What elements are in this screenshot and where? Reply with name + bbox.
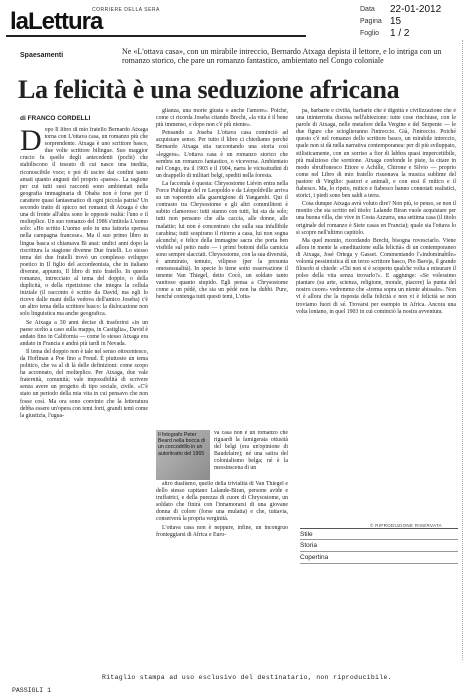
copyright-credit: © RIPRODUZIONE RISERVATA xyxy=(370,523,442,528)
paragraph: altro dualismo, quello della trivialità di Van Thiegel e dello stesso capitano Lalande-Biran, persone avide e truffatrici, e della purezza di cuore di Chrysostome, un soldato che finirà con l'innamorarsi di una giovane donna di colore (forse una mulatta) e che, tuttavia, conserverà la propria verginità. xyxy=(156,481,288,523)
headline: La felicità è una seduzione africana xyxy=(18,75,400,104)
masthead-logo: laLettura xyxy=(10,8,103,35)
section-label: Spaesamenti xyxy=(20,52,64,59)
paragraph: Pensando a Joseba L'ottava casa cominciò ad acquistare senso. Per tutto il libro ci chiediamo perché Bernardo Atxaga stia raccontando una storia così «leggera». L'ottava casa è un romanzo storico che sembra un romanzo fantastico, o viceversa. Ambientato nel Congo, tra il 1903 e il 1904, narra le vicissitudini di un drappello di militari belgi, spediti nella foresta. xyxy=(156,130,288,179)
paragraph xyxy=(20,127,148,319)
paragraph: Ma quel monito, ricordando Brecht, bisogna rovesciarlo. Viene allora in mente la «meditazione sulla felicità» di un contemporaneo di Atxaga, José Ortega y Gasset. Commentando l'«indominabile» volontà pessimistica di un terzo scrittore basco, Pio Baroja, il grande filosofo si chiede: «Chi non si è scoperto qualche volta a misurare il polso della vita senza trovarlo?». E aggiunge: «Se volessimo piantare (su arte, scienza, religione, morale, piacere) la punta del nostro cuore» vedremmo che «trema sopra un niente abissale». Non vi è allora che la risposta della felicità e non vi è felicità se non troviamo fuori di sé. Trovarsi per esempio in Africa. Ancora una volta lontano, in quel 1903 in cui cominciò la nostra avventura. xyxy=(296,237,456,315)
paragraph: Cosa dunque Atxaga avrà voluto dire? Non più, io penso, se non il monito che sta scritto nel titolo: Lalande Biran vuole acquistare per una buona villa, che vive in Costa Azzurra, una settima casa (il titolo originale del romanzo è Siete casas en Francia); quale sia l'ottava lo si scopre nell'ultimo capitolo. xyxy=(296,201,456,236)
meta-sheet-label: Foglio xyxy=(360,29,380,37)
paragraph: glianza, una morte giusta o anche l'amore». Poiché, come ci ricorda Joseba citando Brecht, «la vita è il bene più immenso, e dopo non c'è più niente». xyxy=(156,108,288,129)
masthead-tagline: CORRIERE DELLA SERA xyxy=(92,7,160,13)
paragraph: pa, barbarie e civiltà, barbarie che è dignità e civilizzazione che è una ininterrotta discesa nell'abiezione: tutte cose rinchiuse, con le parole di Atxaga, nelle metafore della Vergine e del Serpente — le due figure che scioglieranno l'intreccio. Già, l'intreccio. Poiché questo c'è nel romanzo dello scrittore basco, un mirabile intreccio, quale non si dà nella narrativa contemporanea: per di più sviluppato, stilisticamente, con un sorriso a fior di labbra quasi impercettibile, più malizioso che sornione. Atxaga confonde le piste, fa citare in modo sbruffonesco Ettore e Achille, Chirone e Silvio — proprio come nel Libro di mio fratello risuonava la musica sublime del pastore di Virgilio: pastori e animali, e con essi il mitico e il fiabesco. Ma, lo ripeto, mitico e fiabesco hanno connotati realistici, storici, i piedi sono ben saldi a terra. xyxy=(296,108,456,200)
rating-row-label: Storia xyxy=(300,542,317,549)
photo-wrap-text: va casa non è un romanzo che riguardi la famigerata ottusità del belgi (era un'opinione di Baudelaire); né una satira del colonialismo belga; né è la messinscena di un xyxy=(214,430,288,472)
rating-row-label: Copertina xyxy=(300,554,329,561)
masthead-rule xyxy=(6,35,306,37)
meta-sheet-value: 1 / 2 xyxy=(390,27,410,39)
paragraph: L'ottava casa non è neppure, infine, un incongruo fronteggiarsi di Africa e Euro- xyxy=(156,524,288,538)
clipping-meta xyxy=(360,3,464,39)
cut-edge xyxy=(462,40,463,660)
article-column-3 xyxy=(296,108,456,522)
rating-table xyxy=(300,528,458,564)
article-column-1 xyxy=(20,127,148,669)
meta-page-value: 15 xyxy=(390,15,402,27)
meta-page-label: Pagina xyxy=(360,17,382,25)
paragraph: Se Atxaga a 30 anni decise di trasferirsi «in un paese scelto a caso sulla mappa, in Castiglia», David è andato fino in California — come lo stesso Atxaga era andato in Francia e andrà più tardi in Nevada. xyxy=(20,319,148,347)
clipping-disclaimer: Ritaglio stampa ad uso esclusivo del destinatario, non riproducibile. xyxy=(102,674,392,681)
rating-row-stile xyxy=(300,528,458,540)
clipping-code: PASSIGLI 1 xyxy=(12,687,52,694)
meta-sheet-row xyxy=(360,27,464,39)
meta-page-row xyxy=(360,15,464,27)
article-column-2-lower xyxy=(156,481,288,669)
rating-row-label: Stile xyxy=(300,531,313,538)
meta-date-value: 22-01-2012 xyxy=(390,3,442,15)
photo-caption: Il fotografo Peter Beard nella bocca di un coccodrillo in un autoritratto del 1965 xyxy=(158,432,206,457)
paragraph-text: opo Il libro di mio fratello Bernardo Atxaga torna con L'ottava casa, un romanzo più che sorprendente. Atxaga è uno scrittore basco, due volte scrittore bilingue. Suo maggior crucio fu quello degli antecedenti (pochi) che stabiliscono il tessuto di cui nasce una inedita, riconoscibile voce; e poi di uscire dai confini tanto amati quanto angusti del proprio «paese». La ragione per cui tutti suoi racconti sono ambientati nella geografia immaginaria di Obaba non è forse per il carattere quasi fantasmatico di ogni piccola patria? Un secondo tratto di spicco nei romanzi di Atxaga è che una di fronte all'altra sono le opposte realtà: l'uno e il molteplice. Un suo romanzo del 1986 s'intitola L'uomo solo: «Ho scritto L'uomo solo in una fattoria sperssa nella campagna francese». Ma il suo primo libro in lingua basca si chiamava Bi anai: undici anni dopo la riscrittura la stagione divenne Due fratelli. Lo stesso tema dei due fratelli trovò un complesso sviluppo poetico in Il figlio del accordeonista, che in italiano divenne, appunto, Il libro di mio fratello. In questo romanzo, intrecciato al tema del doppio, o della duplicità, o della ripetizione che integra la cellula iniziale (il racconto è scritto da David, ma egli lo riceve dalle mani della vedova dell'amico Joseba) c'è un altro tema della scrittore basco: la dislocazione non solo linguistica ma anche geografica. xyxy=(20,127,148,318)
rating-row-storia xyxy=(300,540,458,552)
masthead xyxy=(6,4,306,34)
meta-date-label: Data xyxy=(360,5,375,13)
article-column-2 xyxy=(156,108,288,428)
rating-row-copertina xyxy=(300,552,458,564)
paragraph: La faccenda è questa: Chrysostome Liévin entra nella Force Publique del re Leopoldo e da Léopoldville arriva su un vaporetto alla guarnigione di Yangambi. Qui il contrasto tra Chrysostome e gli altri commilitoni è subito clamoroso: tutti stanno con tutti, lui sta da solo; tutti non pensano che alla caccia, alle donne, alle malattie; lui non è concentrato che sulla sua infallibile carabina; tutti sospirano il ritorno a casa, lui non sogna alcunché, e felice della immagine sacra che porta ben visibile sul petto nudo — i primi bottoni della camicia sono sempre slacciati. Chrysostome, con la sua diversità, è ammirato, temuto, vilipeso (per la presunta omosessualità). In specie lo tiene sotto osservazione il tenente Van Thiegel, detto Cocò, un soldato tanto vanitoso quanto stupido. Egli pensa a Chrysostome come a un pédé, che sia un pédé non ha dubbi. Pure, benché contenga tutti questi temi, L'otta- xyxy=(156,180,288,301)
byline: di FRANCO CORDELLI xyxy=(20,115,91,122)
drop-cap: D xyxy=(20,127,42,157)
paragraph: Il tema del doppio non è tale nel senso ottocentesco, da Hoffman a Poe fino a Freud. È piuttosto un tema politico, che va al di là delle definizioni: come scopo ha accennato, del molteplice. Per Atxaga, due vale fraternità, comunità; vale impossibilità di scrivere senza avere un progetto di tipo sociale, civile. «C'è stato un periodo della mia vita in cui pensavo che non fosse così. Ma ora sono convinto che la letteratura debba essere un'opera con temi forti, grandi temi come la giustizia, l'ugua- xyxy=(20,348,148,419)
meta-date-row xyxy=(360,3,464,15)
standfirst: Ne «L'ottava casa», con un mirabile intreccio, Bernardo Atxaga depista il lettore, e lo intriga con un romanzo storico, che pare un romanzo fantastico, ambientato nel Congo coloniale xyxy=(122,47,442,65)
